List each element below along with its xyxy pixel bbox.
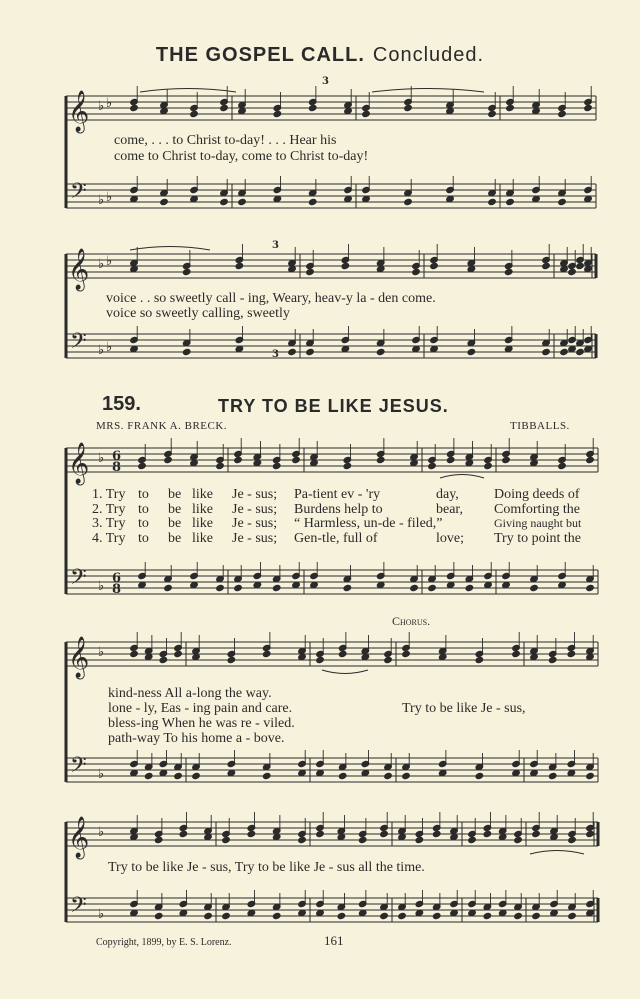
note-head bbox=[567, 650, 576, 657]
flat-sign: ♭ bbox=[98, 645, 105, 660]
note-head bbox=[560, 348, 569, 355]
note-head bbox=[358, 836, 367, 843]
note-head bbox=[542, 262, 551, 269]
verse-word: to bbox=[138, 530, 149, 546]
verse-word: to bbox=[138, 487, 149, 502]
tie-arc bbox=[440, 475, 484, 479]
verse-word: like bbox=[192, 530, 213, 546]
verse-word: day, bbox=[436, 487, 459, 502]
note-head bbox=[182, 268, 191, 275]
flat-sign: ♭ bbox=[106, 254, 113, 269]
lyric-line: Try to be like Je - sus, Try to be like Je - sus all the time. bbox=[108, 860, 425, 875]
note-head bbox=[502, 456, 511, 463]
bass-clef-icon: 𝄢 bbox=[70, 179, 87, 209]
note-head bbox=[164, 456, 173, 463]
note-head bbox=[576, 262, 585, 269]
note-head bbox=[179, 830, 188, 837]
treble-clef-icon: 𝄞 bbox=[68, 637, 90, 678]
flat-sign: ♭ bbox=[98, 343, 105, 358]
note-head bbox=[376, 456, 385, 463]
note-head bbox=[306, 268, 315, 275]
note-head bbox=[432, 912, 441, 919]
note-head bbox=[306, 348, 315, 355]
note-head bbox=[475, 656, 484, 663]
triplet-mark: 3 bbox=[272, 240, 279, 251]
verse-word: bear, bbox=[436, 501, 464, 517]
lyric-line: voice . . so sweetly call - ing, Weary, heav-y la - den come. bbox=[106, 291, 436, 306]
note-head bbox=[192, 772, 201, 779]
treble-clef-icon: 𝄞 bbox=[68, 443, 90, 484]
lyric-line: come, . . . to Christ to-day! . . . Hear his bbox=[114, 133, 337, 148]
note-head bbox=[586, 456, 595, 463]
verse-word: like bbox=[192, 501, 213, 517]
tie-arc bbox=[130, 247, 210, 251]
concluded-label: Concluded. bbox=[372, 44, 485, 66]
note-head bbox=[558, 110, 567, 117]
verse-word: “ Harmless, un-de - filed,” bbox=[294, 516, 443, 531]
note-head bbox=[432, 830, 441, 837]
note-head bbox=[568, 836, 577, 843]
note-head bbox=[568, 912, 577, 919]
note-head bbox=[144, 772, 153, 779]
note-head bbox=[308, 198, 317, 205]
verse-word: Burdens help to bbox=[294, 501, 383, 517]
note-head bbox=[292, 456, 301, 463]
note-head bbox=[586, 584, 595, 591]
note-head bbox=[337, 912, 346, 919]
note-head bbox=[130, 104, 139, 111]
author-credit: MRS. FRANK A. BRECK. bbox=[96, 420, 228, 432]
verse-word: Pa-tient ev - 'ry bbox=[294, 487, 381, 502]
bass-clef-icon: 𝄢 bbox=[70, 893, 87, 923]
verse-word: love; bbox=[436, 530, 464, 546]
note-head bbox=[222, 912, 231, 919]
note-head bbox=[415, 836, 424, 843]
verse-word: 2. Try bbox=[92, 501, 126, 517]
note-head bbox=[484, 462, 493, 469]
flat-sign: ♭ bbox=[98, 907, 105, 922]
note-head bbox=[506, 198, 515, 205]
flat-sign: ♭ bbox=[98, 579, 105, 594]
flat-sign: ♭ bbox=[98, 99, 105, 114]
note-head bbox=[234, 584, 243, 591]
note-head bbox=[488, 198, 497, 205]
note-head bbox=[483, 830, 492, 837]
note-head bbox=[548, 656, 557, 663]
chorus-lyric: Try to be like Je - sus, bbox=[402, 701, 526, 716]
note-head bbox=[238, 198, 247, 205]
note-head bbox=[558, 462, 567, 469]
flat-sign: ♭ bbox=[98, 193, 105, 208]
note-head bbox=[338, 650, 347, 657]
verse-word: Doing deeds of bbox=[494, 487, 580, 502]
time-signature: 8 bbox=[112, 582, 122, 597]
note-head bbox=[430, 262, 439, 269]
note-head bbox=[376, 348, 385, 355]
note-head bbox=[384, 656, 393, 663]
note-head bbox=[272, 462, 281, 469]
note-head bbox=[576, 348, 585, 355]
lyric-line: path-way To his home a - bove. bbox=[108, 731, 285, 746]
note-head bbox=[504, 268, 513, 275]
note-head bbox=[586, 830, 595, 837]
note-head bbox=[532, 912, 541, 919]
verse-word: to bbox=[138, 501, 149, 517]
note-head bbox=[216, 584, 225, 591]
note-head bbox=[488, 110, 497, 117]
note-head bbox=[404, 198, 413, 205]
note-head bbox=[483, 912, 492, 919]
note-head bbox=[542, 348, 551, 355]
note-head bbox=[548, 772, 557, 779]
note-head bbox=[380, 912, 389, 919]
verse-word: Try to point the bbox=[494, 530, 581, 546]
note-head bbox=[512, 650, 521, 657]
note-head bbox=[362, 110, 371, 117]
song-title: THE GOSPEL CALL. bbox=[155, 44, 365, 66]
chorus-label: Chorus. bbox=[392, 614, 431, 628]
note-head bbox=[220, 198, 229, 205]
flat-sign: ♭ bbox=[106, 190, 113, 205]
flat-sign: ♭ bbox=[106, 96, 113, 111]
note-head bbox=[190, 110, 199, 117]
note-head bbox=[514, 912, 523, 919]
note-head bbox=[380, 830, 389, 837]
note-head bbox=[428, 584, 437, 591]
note-head bbox=[130, 650, 139, 657]
note-head bbox=[222, 836, 231, 843]
note-head bbox=[316, 656, 325, 663]
verse-word: like bbox=[192, 516, 213, 531]
note-head bbox=[234, 456, 243, 463]
note-head bbox=[384, 772, 393, 779]
bass-clef-icon: 𝄢 bbox=[70, 329, 87, 359]
note-head bbox=[558, 198, 567, 205]
treble-clef-icon: 𝄞 bbox=[68, 91, 90, 132]
verse-word: be bbox=[168, 516, 182, 531]
note-head bbox=[402, 650, 411, 657]
verse-word: 1. Try bbox=[92, 487, 126, 502]
note-head bbox=[220, 104, 229, 111]
note-head bbox=[398, 912, 407, 919]
time-signature: 6 bbox=[112, 571, 122, 586]
note-head bbox=[216, 462, 225, 469]
tie-arc bbox=[140, 89, 236, 93]
note-head bbox=[272, 584, 281, 591]
note-head bbox=[160, 198, 169, 205]
note-head bbox=[298, 836, 307, 843]
triplet-mark: 3 bbox=[272, 349, 279, 360]
note-head bbox=[262, 772, 271, 779]
note-head bbox=[174, 772, 183, 779]
note-head bbox=[584, 104, 593, 111]
treble-clef-icon: 𝄞 bbox=[68, 249, 90, 290]
tie-arc bbox=[530, 851, 584, 855]
verse-word: be bbox=[168, 487, 182, 502]
note-head bbox=[475, 772, 484, 779]
note-head bbox=[402, 772, 411, 779]
verse-word: Je - sus; bbox=[232, 501, 278, 517]
triplet-mark: 3 bbox=[322, 76, 329, 87]
note-head bbox=[235, 262, 244, 269]
verse-word: Je - sus; bbox=[232, 487, 278, 502]
verse-word: be bbox=[168, 530, 182, 546]
verse-word: 3. Try bbox=[92, 516, 126, 531]
note-head bbox=[404, 104, 413, 111]
note-head bbox=[159, 656, 168, 663]
verse-word: Je - sus; bbox=[232, 530, 278, 546]
copyright-notice: Copyright, 1899, by E. S. Lorenz. bbox=[96, 937, 232, 948]
time-signature: 6 bbox=[112, 449, 122, 464]
note-head bbox=[468, 836, 477, 843]
note-head bbox=[273, 110, 282, 117]
treble-clef-icon: 𝄞 bbox=[68, 817, 90, 858]
note-head bbox=[308, 104, 317, 111]
note-head bbox=[227, 656, 236, 663]
bass-clef-icon: 𝄢 bbox=[70, 565, 87, 595]
bass-clef-icon: 𝄢 bbox=[70, 753, 87, 783]
note-head bbox=[174, 650, 183, 657]
lyric-line: bless-ing When he was re - viled. bbox=[108, 716, 295, 731]
tie-arc bbox=[372, 89, 484, 93]
page-number: 161 bbox=[324, 933, 344, 948]
time-signature: 8 bbox=[112, 460, 122, 475]
verse-word: to bbox=[138, 516, 149, 531]
flat-sign: ♭ bbox=[106, 340, 113, 355]
flat-sign: ♭ bbox=[98, 257, 105, 272]
verse-word: like bbox=[192, 487, 213, 502]
lyric-line: come to Christ to-day, come to Christ to-day! bbox=[114, 149, 369, 164]
lyric-line: voice so sweetly calling, sweetly bbox=[106, 306, 290, 321]
note-head bbox=[465, 584, 474, 591]
verse-word: 4. Try bbox=[92, 530, 126, 546]
note-head bbox=[164, 584, 173, 591]
note-head bbox=[182, 348, 191, 355]
hymn-number: 159. bbox=[102, 393, 141, 415]
note-head bbox=[532, 830, 541, 837]
note-head bbox=[586, 772, 595, 779]
verse-word: Giving naught but bbox=[494, 516, 582, 530]
flat-sign: ♭ bbox=[98, 767, 105, 782]
note-head bbox=[412, 268, 421, 275]
note-head bbox=[338, 772, 347, 779]
note-head bbox=[506, 104, 515, 111]
verse-word: Gen-tle, full of bbox=[294, 530, 378, 546]
composer-credit: TIBBALLS. bbox=[510, 420, 570, 432]
note-head bbox=[154, 912, 163, 919]
tie-arc bbox=[322, 670, 368, 674]
note-head bbox=[288, 348, 297, 355]
lyric-line: kind-ness All a-long the way. bbox=[108, 686, 272, 701]
note-head bbox=[568, 268, 577, 275]
note-head bbox=[428, 462, 437, 469]
note-head bbox=[514, 836, 523, 843]
verse-word: be bbox=[168, 501, 182, 517]
note-head bbox=[410, 584, 419, 591]
note-head bbox=[138, 462, 147, 469]
note-head bbox=[343, 462, 352, 469]
note-head bbox=[467, 348, 476, 355]
hymn-title: TRY TO BE LIKE JESUS. bbox=[218, 396, 449, 416]
flat-sign: ♭ bbox=[98, 825, 105, 840]
note-head bbox=[154, 836, 163, 843]
note-head bbox=[204, 912, 213, 919]
lyric-line: lone - ly, Eas - ing pain and care. bbox=[108, 701, 293, 716]
note-head bbox=[247, 830, 256, 837]
note-head bbox=[272, 912, 281, 919]
verse-word: Comforting the bbox=[494, 501, 580, 517]
note-head bbox=[262, 650, 271, 657]
note-head bbox=[446, 456, 455, 463]
note-head bbox=[316, 830, 325, 837]
note-head bbox=[530, 584, 539, 591]
note-head bbox=[343, 584, 352, 591]
verse-word: Je - sus; bbox=[232, 516, 278, 531]
flat-sign: ♭ bbox=[98, 451, 105, 466]
note-head bbox=[341, 262, 350, 269]
